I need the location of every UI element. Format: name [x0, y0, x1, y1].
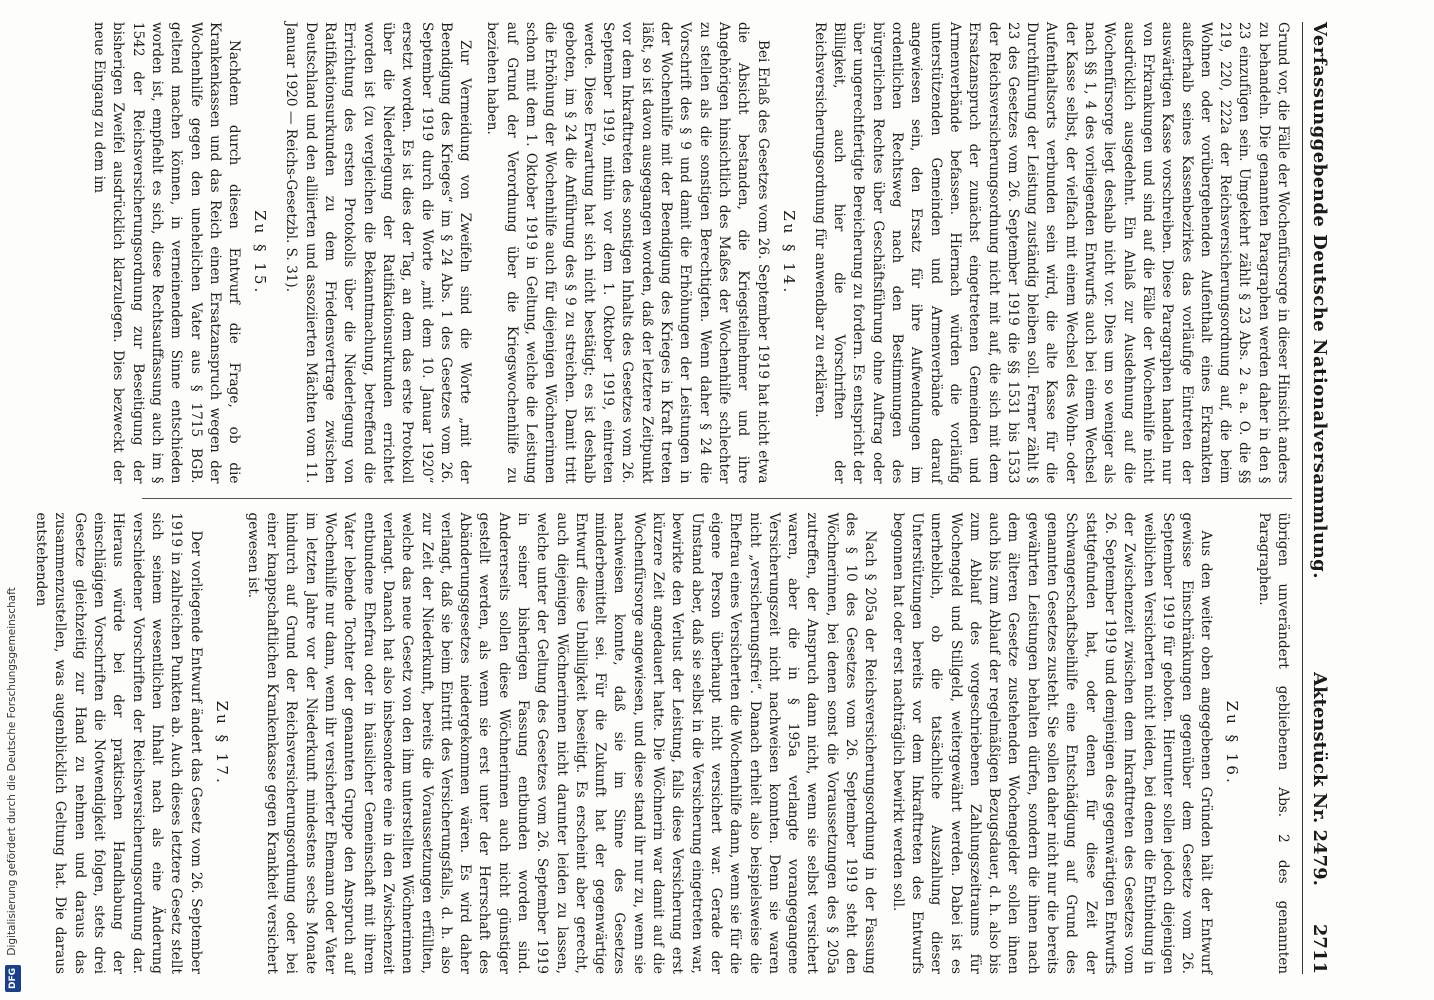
paragraph: Nachdem durch diesen Entwurf die Frage, ob die Krankenkassen und das Reich einen Ersatzanspruch wegen der Wochenhilfe gegen den unehelichen Vater aus § 1715 BGB. geltend machen können, in verneinendem Sinne entschieden worden ist, empfiehlt es sich, diese Rechtsauffassung auch im § 1542 der Reichsversicherungsordnung zur Beseitigung der bisherigen Zweifel ausdrücklich klarzulegen. Dies bezweckt der neue Eingang zu dem im: [91, 22, 243, 484]
paragraph: Der vorliegende Entwurf ändert das Gesetz vom 26. September 1919 in zahlreichen Punkten ab. Auch dieses letztere Gesetz stellt sich seinem wesentlichen Inhalt nach als eine Änderung verschiedener Vorschriften der Reichsversicherungsordnung dar. Hieraus würde bei der praktischen Handhabung der einschlägigen Vorschriften die Notwendigkeit folgen, stets drei Gesetze gleichzeitig zur Hand zu nehmen und daraus das zusammenzustellen, was augenblicklich Geltung hat. Die daraus entstehenden: [33, 512, 204, 974]
paragraph: Zur Vermeidung von Zweifeln sind die Worte „mit der Beendigung des Krieges“ im § 24 Abs. 1 des Gesetzes vom 26. September 1919 durch die Worte „mit dem 10. Januar 1920“ ersetzt worden. Es ist dies der Tag, an dem das erste Protokoll über die Niederlegung der Ratifikationsurkunden errichtet worden ist (zu vergleichen die Bekanntmachung, betreffend die Errichtung des ersten Protokolls über die Niederlegung von Ratifikationsurkunden zu dem Friedensvertrage zwischen Deutschland und den alliierten und assoziierten Mächten vom 11. Januar 1920 — Reichs-Gesetzbl. S. 31).: [283, 22, 474, 484]
section-heading-17: Zu § 17.: [212, 700, 231, 786]
paragraph: Bei Erlaß des Gesetzes vom 26. September 1919 hat nicht etwa die Absicht bestanden, die Kriegsteilnehmer und ihre Angehörigen hinsichtlich des Maßes der Wochenhilfe schlechter zu stellen als die sonstigen Berechtigten. Wenn daher § 24 die Vorschrift des § 9 und damit die Erhöhungen der Leistungen in der Wochenhilfe mit der Beendigung des Krieges in Kraft treten läßt, so ist davon ausgegangen worden, daß der letztere Zeitpunkt vor dem Inkrafttreten des sonstigen Inhalts des Gesetzes vom 26. September 1919, mithin vor dem 1. Oktober 1919, eintreten werde. Diese Erwartung hat sich nicht bestätigt; es ist deshalb geboten, im § 24 die Anführung des § 9 zu streichen. Damit tritt die Erhöhung der Wochenhilfe auch für diejenigen Wöchnerinnen schon mit dem 1. Oktober 1919 in Geltung, welche die Leistung auf Grund der Verordnung über die Kriegswochenhilfe zu beziehen haben.: [484, 22, 771, 484]
credit-text: Digitalisierung gefördert durch die Deutsche Forschungsgemeinschaft: [6, 587, 18, 956]
paragraph: Grund vor, die Fälle der Wochenfürsorge in dieser Hinsicht anders zu behandeln. Die genannten Paragraphen werden daher in den § 23 einzufügen sein. Umgekehrt zählt § 23 Abs. 2 a. a. O. die §§ 219, 220, 222a der Reichsversicherungsordnung auf, die beim Wohnen oder vorübergehenden Aufenthalt eines Erkrankten außerhalb seines Kassenbezirkes das vorläufige Eintreten der auswärtigen Kasse vorschreiben. Diese Paragraphen handeln nur von Erkrankungen und sind auf die Fälle der Wochenhilfe nicht ausdrücklich ausgedehnt. Ein Anlaß zur Ausdehnung auf die Wochenfürsorge liegt deshalb nicht vor. Dies um so weniger als nach §§ 1, 4 des vorliegenden Entwurfs auch bei einem Wechsel der Kasse selbst, der vielfach mit einem Wechsel des Wohn- oder Aufenthaltsorts verbunden sein wird, die alte Kasse für die Durchführung der Leistung zuständig bleiben soll. Ferner zählt § 23 des Gesetzes vom 26. September 1919 die §§ 1531 bis 1533 der Reichsversicherungsordnung nicht mit auf, die sich mit dem Ersatzanspruch der zunächst eingetretenen Gemeinden und Armenverbände befassen. Hiernach würden die vorläufig unterstützenden Gemeinden und Armenverbände darauf angewiesen sein, den Ersatz für ihre Aufwendungen im ordentlichen Rechtsweg nach den Bestimmungen des bürgerlichen Rechtes über Geschäftsführung ohne Auftrag oder über ungerechtfertigte Bereicherung zu fordern. Es entspricht der Billigkeit, auch hier die Vorschriften der Reichsversicherungsordnung für anwendbar zu erklären.: [811, 22, 1291, 484]
section-heading-16: Zu § 16.: [1223, 700, 1242, 786]
digitization-credit: [4, 0, 20, 1000]
left-column: [91, 22, 1292, 498]
dfg-logo: DFG: [5, 965, 21, 992]
rotated-page-content: [33, 0, 1340, 1000]
paragraph: Nach § 205a der Reichsversicherungsordnung in der Fassung des § 10 des Gesetzes vom 26. September 1919 steht den Wöchnerinnen, bei denen sonst die Voraussetzungen des § 205a zutreffen, der Anspruch dann nicht, wenn sie selbst versichert waren, aber die in § 195a verlangte vorangegangene Versicherungszeit nicht nachweisen konnten. Denn sie waren nicht „versicherungsfrei“. Danach erhielt also beispielsweise die Ehefrau eines Versicherten die Wochenhilfe dann, wenn sie für die eigene Person überhaupt nicht versichert war. Gerade der Umstand aber, daß sie selbst in die Versicherung eingetreten war, bewirkte den Verlust der Leistung, falls diese Versicherung erst kürzere Zeit angedauert hatte. Die Wöchnerin war damit auf die Wochenfürsorge angewiesen, und diese stand ihr nur zu, wenn sie nachweisen konnte, daß sie im Sinne des Gesetzes minderbemittelt sei. Für die Zukunft hat der gegenwärtige Entwurf diese Unbilligkeit beseitigt. Es erscheint aber gerecht, auch diejenigen Wöchnerinnen nicht darunter leiden zu lassen, welche unter der Geltung des Gesetzes vom 26. September 1919 in seiner bisherigen Fassung entbunden worden sind. Andererseits sollen diese Wöchnerinnen auch nicht günstiger gestellt werden, als wenn sie erst unter der Herrschaft des Abänderungsgesetzes niedergekommen wären. Es wird daher verlangt, daß sie beim Eintritt des Versicherungsfalls, d. h. also zur Zeit der Niederkunft, bereits die Voraussetzungen erfüllten, welche das neue Gesetz von den ihm unterstellten Wöchnerinnen verlangt. Danach hat also insbesondere eine in den Zwischenzeit entbundene Ehefrau oder in häuslicher Gemeinschaft mit ihrem Vater lebende Tochter der genannten Gruppe den Anspruch auf Wochenhilfe nur dann, wenn ihr versicherter Ehemann oder Vater im letzten Jahre vor der Niederkunft mindestens sechs Monate hindurch auf Grund der Reichsversicherungsordnung oder bei einer knappschaftlichen Krankenkasse gegen Krankheit versichert gewesen ist.: [244, 512, 879, 974]
page-header: [1302, 22, 1330, 974]
section-heading-15: Zu § 15.: [251, 210, 270, 296]
page-number: 2711: [1309, 923, 1330, 974]
assembly-title: Verfassunggebende Deutsche Nationalversammlung.: [1309, 22, 1330, 580]
section-heading-14: Zu § 14.: [779, 210, 798, 296]
text-columns: [33, 22, 1292, 974]
paragraph: Aus den weiter oben angegebenen Gründen hält der Entwurf gewisse Einschränkungen gegenüber dem Gesetze vom 26. September 1919 für geboten. Hierunter sollen jedoch diejenigen weiblichen Versicherten nicht leiden, bei denen die Entbindung in der Zwischenzeit zwischen dem Inkrafttreten des Gesetzes vom 26. September 1919 und demjenigen des gegenwärtigen Entwurfs stattgefunden hat, oder denen für diese Zeit der Schwangerschaftsbeihilfe eine Entschädigung auf Grund des genannten Gesetzes zusteht. Sie sollen daher nicht nur die bereits gewährten Leistungen behalten dürfen, sondern die ihnen nach dem älteren Gesetze zustehenden Wochengelder sollen ihnen auch bis zum Ablauf der regelmäßigen Bezugsdauer, d. h. also bis zum Ablauf des vorgeschriebenen Zahlungszeitraums für Wochengeld und Stillgeld, weitergewährt werden. Dabei ist es unerheblich, ob die tatsächliche Auszahlung dieser Unterstützungen bereits vor dem Inkrafttreten des Entwurfs begonnen hat oder erst nachträglich bewirkt werden soll.: [889, 512, 1215, 974]
document-number: Aktenstück Nr. 2479.: [1309, 672, 1330, 886]
right-column: [33, 498, 1292, 975]
paragraph: übrigen unverändert gebliebenen Abs. 2 des genannten Paragraphen.: [1255, 512, 1291, 974]
